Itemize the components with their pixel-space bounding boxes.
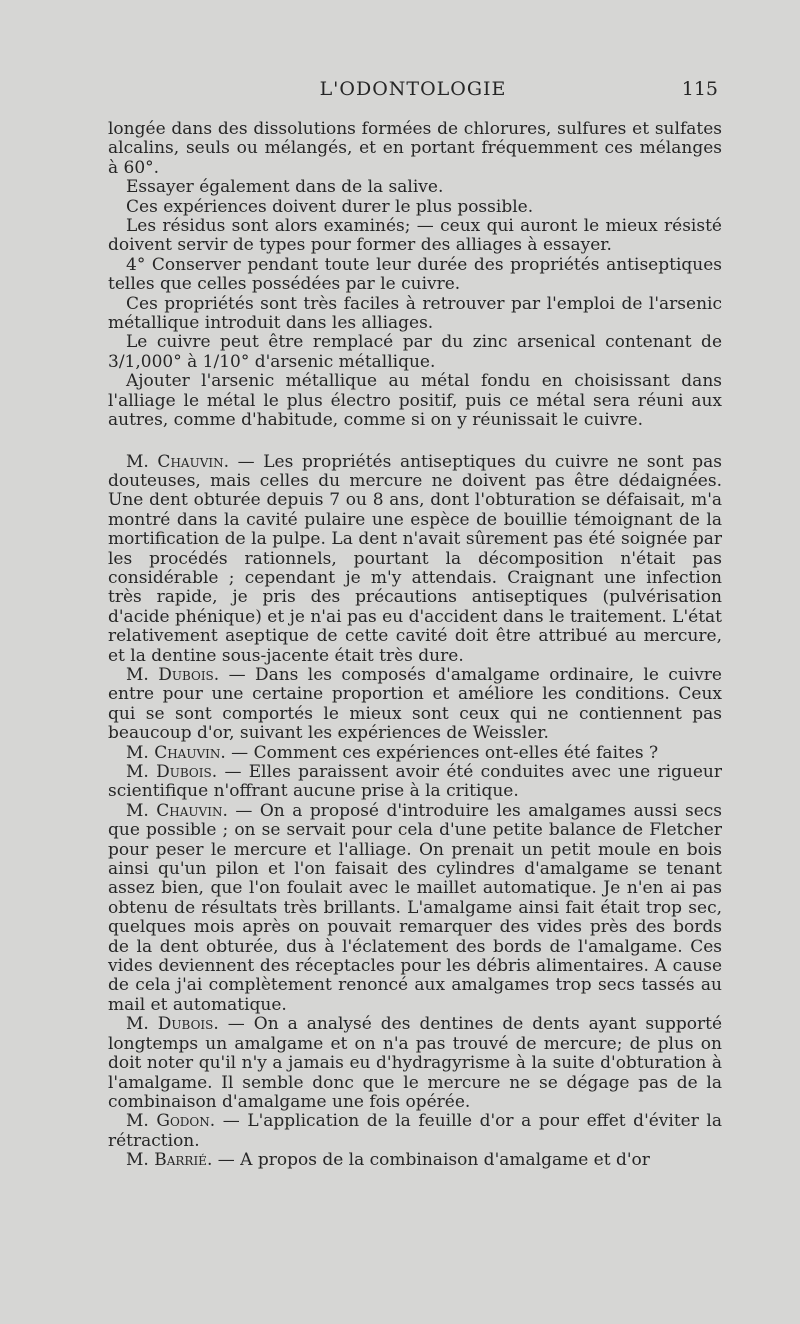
paragraph: longée dans des dissolutions formées de chlorures, sulfures et sulfates alcalins, seuls ou mélangés, et en portant fréquemment ces mélanges à 60°. xyxy=(108,119,722,178)
page-number: 115 xyxy=(681,78,718,100)
dialogue-paragraph: M. Dubois. — On a analysé des dentines de dents ayant supporté longtemps un amalgame et on n'a pas trouvé de mercure; de plus on doit noter qu'il n'y a jamais eu d'hydragyrisme à la suite d'obturation à l'amalgame. Il semble donc que le mercure ne se dégage pas de la combinaison d'amalgame une fois opérée. xyxy=(108,1014,723,1112)
dialogue-paragraph: M. Dubois. — Elles paraissent avoir été conduites avec une rigueur scientifique n'offrant aucune prise à la critique. xyxy=(108,762,722,802)
dialogue-paragraph: M. Godon. — L'application de la feuille d'or a pour effet d'éviter la rétraction. xyxy=(108,1111,723,1151)
paragraph: Ces expériences doivent durer le plus possible. xyxy=(126,196,534,217)
dialogue-paragraph: M. Chauvin. — On a proposé d'introduire les amalgames aussi secs que possible ; on se servait pour cela d'une petite balance de Fletcher pour peser le mercure et l'alliage. On prenait un petit moule en bois ainsi qu'un pilon et l'on faisait des cylindres d'amalgame se tenant assez bien, que l'on foulait avec le maillet automatique. Je n'en ai pas obtenu de résultats très brillants. L'amalgame ainsi fait était trop sec, quelques mois après on pouvait remarquer des vides près des bords de la dent obturée, dus à l'éclatement des bords de l'amalgame. Ces vides deviennent des réceptacles pour les débris alimentaires. A cause de cela j'ai complètement renoncé aux amalgames trop secs tassés au mail et automatique. xyxy=(108,800,722,1015)
speaker-name: M. Godon. xyxy=(126,1111,216,1132)
paragraph: Ces propriétés sont très faciles à retrouver par l'emploi de l'arsenic métallique introduit dans les alliages. xyxy=(108,293,722,334)
running-title: L'ODONTOLOGIE xyxy=(319,78,507,100)
paragraph: Ajouter l'arsenic métallique au métal fondu en choisissant dans l'alliage le métal le plus électro positif, puis ce métal sera réuni aux autres, comme d'habitude, comme si on y réunissait le cuivre. xyxy=(108,371,722,431)
speaker-name: M. Dubois. xyxy=(126,664,220,685)
dialogue-paragraph: M. Dubois. — Dans les composés d'amalgame ordinaire, le cuivre entre pour une certaine proportion et améliore les conditions. Ceux qui se sont comportés le mieux sont ceux qui ne contiennent pas beaucoup d'or, suivant les expériences de Weissler. xyxy=(108,664,722,744)
dialogue-paragraph: M. Barrié. — A propos de la combinaison d'amalgame et d'or xyxy=(126,1150,650,1171)
speaker-name: M. Dubois. xyxy=(126,1014,219,1035)
speaker-name: M. Chauvin. xyxy=(126,800,228,821)
paragraph: Essayer également dans de la salive. xyxy=(126,177,444,198)
speaker-name: M. Chauvin. xyxy=(126,451,229,472)
speaker-name: M. Chauvin. xyxy=(126,742,226,763)
page-header xyxy=(108,78,718,108)
speaker-name: M. Barrié. xyxy=(126,1150,213,1171)
paragraph: Le cuivre peut être remplacé par du zinc arsenical contenant de 3/1,000° à 1/10° d'arsenic métallique. xyxy=(108,332,722,372)
body-text xyxy=(108,120,722,1171)
speaker-name: M. Dubois. xyxy=(126,762,218,782)
dialogue-paragraph: M. Chauvin. — Comment ces expériences ont-elles été faites ? xyxy=(126,742,659,763)
paragraph: 4° Conserver pendant toute leur durée des propriétés antiseptiques telles que celles possédées par le cuivre. xyxy=(108,254,722,295)
dialogue-paragraph: M. Chauvin. — Les propriétés antiseptiques du cuivre ne sont pas douteuses, mais celles du mercure ne doivent pas être dédaignées. Une dent obturée depuis 7 ou 8 ans, dont l'obturation se défaisait, m'a montré dans la cavité pulaire une espèce de bouillie témoignant de la mortification de la pulpe. La dent n'avait sûrement pas été soignée par les procédés rationnels, pourtant la décomposition n'était pas considérable ; cependant je m'y attendais. Craignant une infection très rapide, je pris des précautions antiseptiques (pulvérisation d'acide phénique) et je n'ai pas eu d'accident dans le traitement. L'état relativement aseptique de cette cavité doit être attribué au mercure, et la dentine sous-jacente était très dure. xyxy=(108,451,722,666)
paragraph: Les résidus sont alors examinés; — ceux qui auront le mieux résisté doivent servir de types pour former des alliages à essayer. xyxy=(108,216,722,256)
